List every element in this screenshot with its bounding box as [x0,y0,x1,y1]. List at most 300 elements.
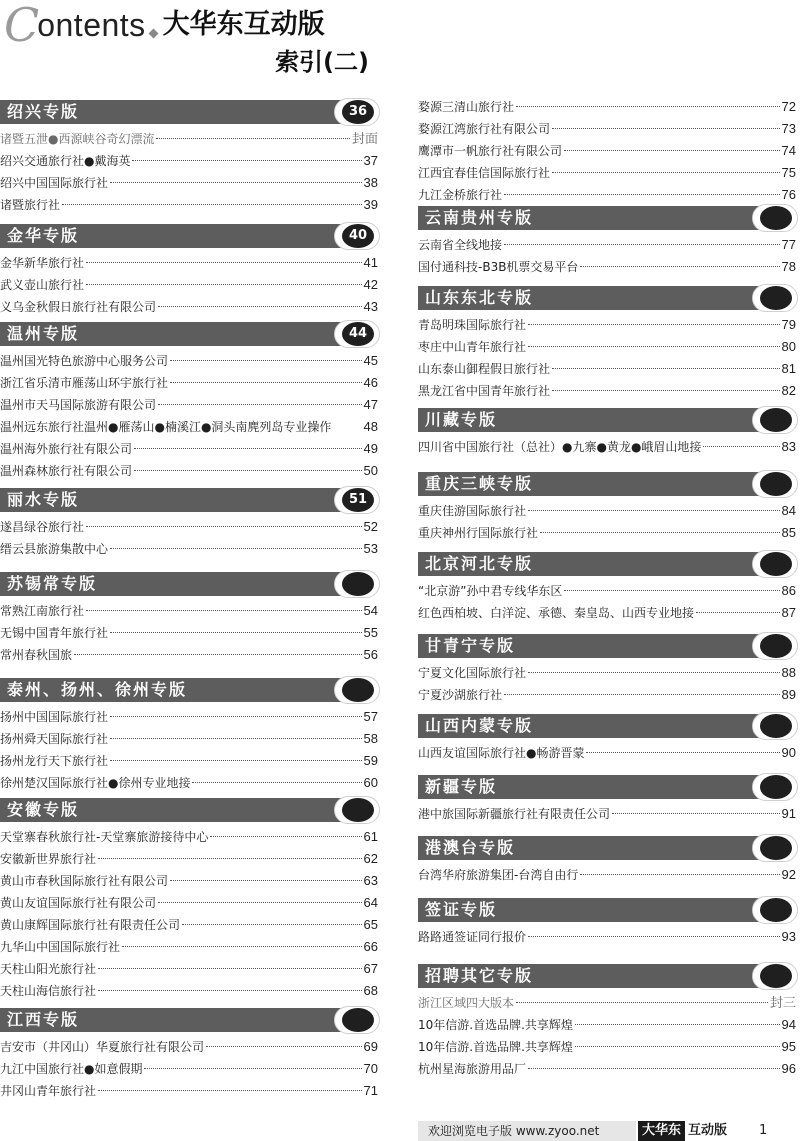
footer-brand-dark: 大华东 [638,1121,685,1141]
entry-list [0,1036,378,1102]
section-header [418,286,770,310]
dot-leader [134,470,362,471]
entry-list [418,864,796,886]
dot-leader [575,1046,780,1047]
index-entry [418,684,796,706]
section-title: 温州专版 [7,324,80,343]
dot-leader [182,924,362,925]
entry-page-number: 67 [363,961,378,976]
index-entry [418,234,796,256]
dot-leader [110,716,362,717]
page-disc-icon [760,898,792,922]
index-entry [418,580,796,602]
page-header [4,2,325,50]
entry-page-number: 封三 [769,995,796,1010]
entry-list [0,516,378,560]
index-entry [0,728,378,750]
page-title: 大华东互动版 [162,9,325,40]
entry-page-number: 39 [363,197,378,212]
entry-name: 四川省中国旅行社（总社）●九寨●黄龙●峨眉山地接 [418,440,702,454]
entry-name: 温州国光特色旅游中心服务公司 [0,354,169,368]
entry-page-number: 90 [781,745,796,760]
section-page-badge [752,284,798,312]
entry-page-number: 60 [363,775,378,790]
page-disc-icon [760,775,792,799]
entry-page-number: 89 [781,687,796,702]
page-disc-icon [342,1008,374,1032]
index-section [0,678,378,794]
entry-name: 黄山康辉国际旅行社有限责任公司 [0,918,181,932]
entry-name: 枣庄中山青年旅行社 [418,340,527,354]
index-section [0,224,378,318]
index-entry [418,118,796,140]
dot-leader [98,968,362,969]
dot-leader [504,194,780,195]
entry-list [418,314,796,402]
dot-leader [696,612,780,613]
entry-name: 天柱山阳光旅行社 [0,962,97,976]
dot-leader [552,172,780,173]
entry-name: 九江金桥旅行社 [418,188,503,202]
entry-name: 缙云县旅游集散中心 [0,542,109,556]
entry-name: 山东泰山御程假日旅行社 [418,362,551,376]
dot-leader [528,346,780,347]
section-title: 安徽专版 [7,800,80,819]
page-footer [418,1121,800,1141]
index-section [0,488,378,560]
section-header [418,408,770,432]
dot-leader [98,1090,362,1091]
index-section [418,206,796,278]
section-title: 绍兴专版 [7,102,80,121]
index-entry [0,848,378,870]
index-section [0,1008,378,1102]
entry-page-number: 55 [363,625,378,640]
index-entry [0,252,378,274]
index-entry [0,372,378,394]
section-header [0,1008,352,1032]
entry-name: 10年信游.首选品牌.共享辉煌 [418,1040,573,1054]
index-section [418,408,796,458]
dot-leader [158,902,362,903]
dot-leader [210,836,361,837]
entry-page-number: 77 [781,237,796,252]
entry-name: 温州市天马国际旅游有限公司 [0,398,157,412]
dot-leader [110,738,362,739]
page-disc-icon [760,836,792,860]
entry-page-number: 59 [363,753,378,768]
entry-page-number: 80 [781,339,796,354]
dot-leader [206,1046,362,1047]
entry-page-number: 42 [363,277,378,292]
section-header [0,678,352,702]
dot-leader [86,526,362,527]
index-entry [418,602,796,624]
entry-page-number: 45 [363,353,378,368]
dot-leader [540,532,780,533]
section-page-badge [752,712,798,740]
section-page-badge [752,962,798,990]
entry-name: 绍兴中国国际旅行社 [0,176,109,190]
diamond-bullet-icon [148,29,158,39]
index-entry [0,538,378,560]
entry-name: 路路通签证同行报价 [418,930,527,944]
dot-leader [528,936,780,937]
section-header [418,775,770,799]
dot-leader [504,694,780,695]
section-page-badge [752,204,798,232]
index-entry [0,936,378,958]
entry-page-number: 96 [781,1061,796,1076]
entry-name: 武义壶山旅行社 [0,278,85,292]
index-entry [418,336,796,358]
entry-name: 义乌金秋假日旅行社有限公司 [0,300,157,314]
entry-page-number: 71 [363,1083,378,1098]
entry-name: 九江中国旅行社●如意假期 [0,1062,143,1076]
dot-leader [528,324,780,325]
entry-name: 10年信游.首选品牌.共享辉煌 [418,1018,573,1032]
entry-page-number: 49 [363,441,378,456]
dot-leader [516,1002,768,1003]
entry-page-number: 79 [781,317,796,332]
index-entry [0,394,378,416]
entry-list [418,662,796,706]
index-entry [418,140,796,162]
jiangxi-continued-list [418,96,796,206]
index-entry [0,416,378,438]
entry-page-number: 66 [363,939,378,954]
index-entry [0,958,378,980]
entry-page-number: 封面 [351,131,378,146]
entry-name: 青岛明珠国际旅行社 [418,318,527,332]
section-page-badge [752,896,798,924]
entry-name: 红色西柏坡、白洋淀、承德、秦皇岛、山西专业地接 [418,606,695,620]
index-entry [0,826,378,848]
page-disc-icon [342,678,374,702]
section-header [0,798,352,822]
dot-leader [86,610,362,611]
index-entry [418,256,796,278]
dot-leader [580,266,779,267]
entry-name: 温州远东旅行社温州●雁荡山●楠溪江●洞头南麂列岛专业操作 [0,420,332,434]
section-page-badge [334,1006,380,1034]
dot-leader [62,204,362,205]
page-disc-icon [760,552,792,576]
dot-leader [564,590,779,591]
index-section [418,964,796,1080]
index-entry [418,184,796,206]
entry-page-number: 38 [363,175,378,190]
index-entry [0,1036,378,1058]
entry-page-number: 43 [363,299,378,314]
entry-page-number: 91 [781,806,796,821]
entry-name: 黄山市春秋国际旅行社有限公司 [0,874,169,888]
entry-name: 山西友谊国际旅行社●畅游晋蒙 [418,746,585,760]
section-page-badge [752,773,798,801]
section-header [0,488,352,512]
entry-name: 温州森林旅行社有限公司 [0,464,133,478]
entry-name: 遂昌绿谷旅行社 [0,520,85,534]
dot-leader [110,548,362,549]
index-section [418,634,796,706]
index-section [418,836,796,886]
entry-page-number: 65 [363,917,378,932]
dot-leader [564,150,780,151]
index-section [418,552,796,624]
index-entry [0,350,378,372]
dot-leader [158,404,362,405]
entry-page-number: 85 [781,525,796,540]
entry-list [0,600,378,666]
section-header [418,898,770,922]
entry-name: 浙江省乐清市雁荡山环宇旅行社 [0,376,169,390]
entry-name: 诸暨五泄●西源峡谷奇幻漂流 [0,132,155,146]
entry-list [418,992,796,1080]
section-title: 招聘其它专版 [425,966,534,985]
entry-page-number: 88 [781,665,796,680]
entry-name: 金华新华旅行社 [0,256,85,270]
section-header [0,572,352,596]
index-entry [0,516,378,538]
section-page-badge [752,632,798,660]
dot-leader [74,654,362,655]
section-page-badge [752,550,798,578]
entry-page-number: 52 [363,519,378,534]
page-disc-icon [760,408,792,432]
entry-page-number: 50 [363,463,378,478]
page-disc-icon: 40 [342,224,374,248]
entry-name: 鹰潭市一帆旅行社有限公司 [418,144,563,158]
page-number: 1 [759,1123,768,1138]
index-section [418,898,796,948]
entry-page-number: 68 [363,983,378,998]
entry-page-number: 57 [363,709,378,724]
section-title: 川藏专版 [425,410,498,429]
entry-page-number: 82 [781,383,796,398]
page-disc-icon [342,798,374,822]
entry-page-number: 95 [781,1039,796,1054]
index-entry [0,128,378,150]
entry-page-number: 73 [781,121,796,136]
dot-leader [98,990,362,991]
dot-leader [98,858,362,859]
entry-list [0,706,378,794]
section-header [418,634,770,658]
page-disc-icon: 36 [342,100,374,124]
dot-leader [86,262,362,263]
entry-page-number: 37 [363,153,378,168]
dot-leader [110,632,362,633]
index-entry [418,358,796,380]
entry-page-number: 83 [781,439,796,454]
entry-name: 徐州楚汉国际旅行社●徐州专业地接 [0,776,191,790]
index-entry [0,194,378,216]
dot-leader [516,106,780,107]
page-disc-icon [760,634,792,658]
entry-name: 黄山友谊国际旅行社有限公司 [0,896,157,910]
entry-name: 温州海外旅行社有限公司 [0,442,133,456]
entry-page-number: 94 [781,1017,796,1032]
index-entry [0,460,378,482]
entry-list [418,500,796,544]
entry-page-number: 81 [781,361,796,376]
dot-leader [528,1068,780,1069]
entry-list [0,252,378,318]
entry-list [418,234,796,278]
section-title: 山东东北专版 [425,288,534,307]
entry-page-number: 62 [363,851,378,866]
index-section [418,286,796,402]
dot-leader [110,760,362,761]
entry-name: 婺源三清山旅行社 [418,100,515,114]
index-entry [418,742,796,764]
entry-page-number: 78 [781,259,796,274]
index-entry [0,1058,378,1080]
dot-leader [156,138,350,139]
index-entry [418,992,796,1014]
index-entry [418,864,796,886]
entry-page-number: 58 [363,731,378,746]
dot-leader [192,782,361,783]
entry-name: 浙江区域四大版本 [418,996,515,1010]
index-entry [418,1014,796,1036]
entry-name: 重庆神州行国际旅行社 [418,526,539,540]
entry-page-number: 75 [781,165,796,180]
entry-name: 云南省全线地接 [418,238,503,252]
dot-leader [504,244,780,245]
entry-page-number: 41 [363,255,378,270]
dot-leader [170,382,362,383]
index-entry [0,438,378,460]
entry-name: 吉安市（井冈山）华夏旅行社有限公司 [0,1040,205,1054]
section-title: 丽水专版 [7,490,80,509]
entry-name: 绍兴交通旅行社●戴海英 [0,154,131,168]
page-disc-icon [760,206,792,230]
entry-list [418,742,796,764]
entry-list [418,580,796,624]
page-disc-icon [760,472,792,496]
dot-leader [552,390,780,391]
section-title: 苏锡常专版 [7,574,98,593]
entry-name: 天堂寨春秋旅行社-天堂寨旅游接待中心 [0,830,209,844]
entry-name: 国付通科技-B3B机票交易平台 [418,260,579,274]
section-title: 北京河北专版 [425,554,534,573]
dot-leader [86,284,362,285]
entry-list [0,826,378,1002]
index-entry [0,980,378,1002]
index-entry [418,1036,796,1058]
index-entry [0,622,378,644]
entry-page-number: 93 [781,929,796,944]
entry-list [0,350,378,482]
dot-leader [144,1068,361,1069]
index-entry [0,600,378,622]
entry-name: 重庆佳游国际旅行社 [418,504,527,518]
entry-page-number: 54 [363,603,378,618]
entry-name: 常熟江南旅行社 [0,604,85,618]
entry-page-number: 61 [363,829,378,844]
entry-name: 井冈山青年旅行社 [0,1084,97,1098]
footer-brand-light: 互动版 [688,1123,728,1138]
entry-name: 扬州中国国际旅行社 [0,710,109,724]
index-entry [418,522,796,544]
entry-list [418,803,796,825]
contents-logo-text: ontents [37,7,146,43]
section-header [418,472,770,496]
entry-page-number: 56 [363,647,378,662]
section-page-badge [334,570,380,598]
index-entry [0,150,378,172]
entry-page-number: 69 [363,1039,378,1054]
index-section [0,100,378,216]
index-entry [418,662,796,684]
section-page-badge [752,834,798,862]
index-entry [0,750,378,772]
entry-name: 黑龙江省中国青年旅行社 [418,384,551,398]
section-page-badge [334,222,380,250]
section-header [418,964,770,988]
page-disc-icon: 44 [342,322,374,346]
section-header [418,836,770,860]
index-section [0,798,378,1002]
entry-list [418,436,796,458]
section-title: 云南贵州专版 [425,208,534,227]
entry-page-number: 46 [363,375,378,390]
entry-name: 扬州龙行天下旅行社 [0,754,109,768]
section-header [0,100,352,124]
entry-page-number: 86 [781,583,796,598]
section-title: 甘青宁专版 [425,636,516,655]
entry-name: 台湾华府旅游集团-台湾自由行 [418,868,579,882]
entry-name: 婺源江湾旅行社有限公司 [418,122,551,136]
entry-name: 江西宜春佳信国际旅行社 [418,166,551,180]
page-subtitle: 索引(二) [275,48,369,76]
entry-name: 无锡中国青年旅行社 [0,626,109,640]
entry-page-number: 84 [781,503,796,518]
index-entry [418,314,796,336]
footer-website-text: 欢迎浏览电子版 www.zyoo.net [418,1121,636,1141]
dot-leader [612,813,780,814]
section-page-badge [334,486,380,514]
dot-leader [170,880,362,881]
dot-leader [586,752,779,753]
section-header [0,224,352,248]
section-page-badge [334,98,380,126]
entry-list [418,926,796,948]
index-entry [418,926,796,948]
section-page-badge [752,406,798,434]
index-entry [0,644,378,666]
entry-name: 宁夏文化国际旅行社 [418,666,527,680]
index-entry [0,296,378,318]
entry-page-number: 64 [363,895,378,910]
section-title: 泰州、扬州、徐州专版 [7,680,188,699]
index-entry [0,706,378,728]
index-entry [418,380,796,402]
dot-leader [528,672,780,673]
entry-name: 天柱山海信旅行社 [0,984,97,998]
entry-page-number: 92 [781,867,796,882]
dot-leader [575,1024,780,1025]
index-entry [0,274,378,296]
section-title: 新疆专版 [425,777,498,796]
entry-page-number: 76 [781,187,796,202]
entry-page-number: 48 [363,419,378,434]
page-disc-icon: 51 [342,488,374,512]
index-entry [418,803,796,825]
dot-leader [158,306,362,307]
section-title: 金华专版 [7,226,80,245]
